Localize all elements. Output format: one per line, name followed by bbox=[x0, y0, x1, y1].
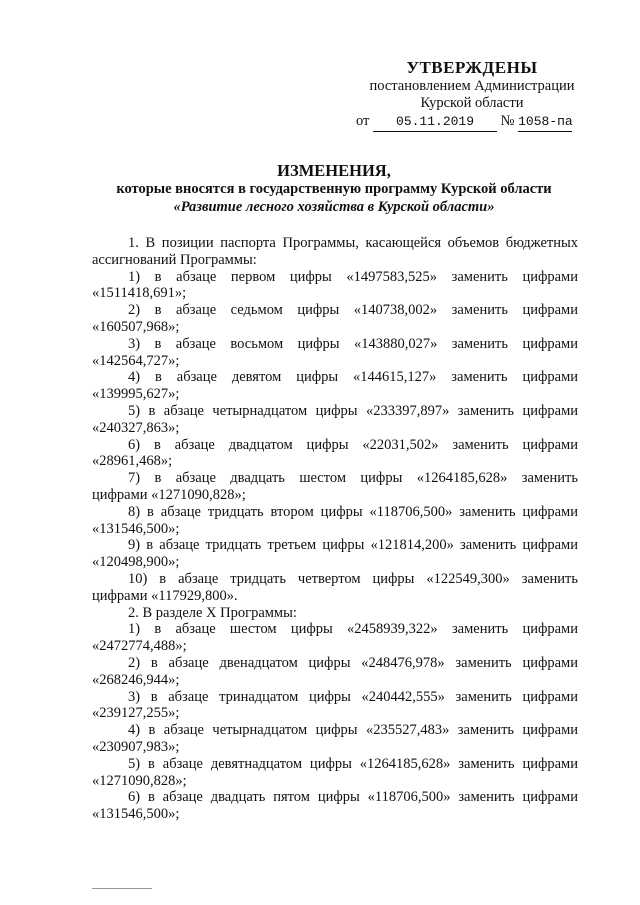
list-item-first-line: 4) в абзаце девятом цифры «144615,127» заменить цифрами bbox=[128, 369, 578, 386]
list-item-continuation: «28961,468»; bbox=[92, 453, 173, 470]
list-item-continuation: «139995,627»; bbox=[92, 386, 180, 403]
list-item-continuation: «2472774,488»; bbox=[92, 638, 187, 655]
list-item-continuation: цифрами «117929,800». bbox=[92, 587, 238, 604]
list-item-continuation: «120498,900»; bbox=[92, 554, 180, 571]
list-item-continuation: «131546,500»; bbox=[92, 520, 180, 537]
list-item bbox=[92, 571, 578, 605]
section-2-items bbox=[92, 621, 578, 823]
list-item-first-line: 9) в абзаце тридцать третьем цифры «121814,200» заменить цифрами bbox=[128, 537, 578, 554]
list-item bbox=[92, 756, 578, 790]
list-item-first-line: 6) в абзаце двадцать пятом цифры «118706,500» заменить цифрами bbox=[128, 789, 578, 806]
from-label: от bbox=[356, 113, 370, 129]
approval-stamp bbox=[352, 58, 592, 132]
list-item-first-line: 6) в абзаце двадцатом цифры «22031,502» заменить цифрами bbox=[128, 436, 578, 453]
list-item-continuation: «240327,863»; bbox=[92, 419, 180, 436]
section-2-intro: 2. В разделе X Программы: bbox=[128, 604, 297, 621]
list-item bbox=[92, 369, 578, 403]
list-item bbox=[92, 269, 578, 303]
approval-heading: УТВЕРЖДЕНЫ bbox=[406, 58, 538, 77]
list-item bbox=[92, 302, 578, 336]
list-item bbox=[92, 789, 578, 823]
list-item bbox=[92, 336, 578, 370]
list-item-first-line: 1) в абзаце первом цифры «1497583,525» заменить цифрами bbox=[128, 268, 578, 285]
list-item-continuation: «131546,500»; bbox=[92, 806, 180, 823]
list-item-continuation: «160507,968»; bbox=[92, 318, 180, 335]
list-item bbox=[92, 437, 578, 471]
list-item-continuation: «1271090,828»; bbox=[92, 772, 187, 789]
list-item bbox=[92, 537, 578, 571]
list-item bbox=[92, 403, 578, 437]
list-item-first-line: 2) в абзаце двенадцатом цифры «248476,978» заменить цифрами bbox=[128, 654, 578, 671]
approval-date: 05.11.2019 bbox=[373, 113, 497, 132]
approval-line-2: Курской области bbox=[420, 95, 524, 111]
document-body bbox=[92, 235, 578, 823]
approval-date-line bbox=[352, 112, 592, 132]
document-title bbox=[60, 161, 608, 216]
approval-line-1: постановлением Администрации bbox=[369, 78, 575, 94]
list-item-first-line: 3) в абзаце тринадцатом цифры «240442,555» заменить цифрами bbox=[128, 688, 578, 705]
list-item-continuation: «142564,727»; bbox=[92, 352, 180, 369]
section-1-intro: 1. В позиции паспорта Программы, касающейся объемов бюджетных ассигнований Программы: bbox=[92, 235, 578, 268]
list-item-continuation: «230907,983»; bbox=[92, 738, 180, 755]
list-item bbox=[92, 470, 578, 504]
footer-divider bbox=[92, 888, 152, 889]
list-item-first-line: 5) в абзаце четырнадцатом цифры «233397,897» заменить цифрами bbox=[128, 402, 578, 419]
list-item-continuation: «239127,255»; bbox=[92, 705, 180, 722]
list-item-first-line: 7) в абзаце двадцать шестом цифры «1264185,628» заменить bbox=[128, 470, 578, 487]
list-item-first-line: 1) в абзаце шестом цифры «2458939,322» заменить цифрами bbox=[128, 621, 578, 638]
list-item bbox=[92, 689, 578, 723]
number-label: № bbox=[500, 113, 515, 129]
list-item bbox=[92, 504, 578, 538]
list-item bbox=[92, 722, 578, 756]
list-item-first-line: 3) в абзаце восьмом цифры «143880,027» заменить цифрами bbox=[128, 335, 578, 352]
approval-number: 1058-па bbox=[518, 113, 572, 132]
list-item-first-line: 4) в абзаце четырнадцатом цифры «235527,483» заменить цифрами bbox=[128, 722, 578, 739]
list-item bbox=[92, 621, 578, 655]
list-item-continuation: цифрами «1271090,828»; bbox=[92, 486, 246, 503]
list-item-continuation: «1511418,691»; bbox=[92, 285, 187, 302]
list-item bbox=[92, 655, 578, 689]
list-item-first-line: 2) в абзаце седьмом цифры «140738,002» заменить цифрами bbox=[128, 302, 578, 319]
list-item-first-line: 5) в абзаце девятнадцатом цифры «1264185,628» заменить цифрами bbox=[128, 755, 578, 772]
list-item-first-line: 8) в абзаце тридцать втором цифры «118706,500» заменить цифрами bbox=[128, 503, 578, 520]
list-item-first-line: 10) в абзаце тридцать четвертом цифры «122549,300» заменить bbox=[128, 570, 578, 587]
title-line-1: ИЗМЕНЕНИЯ, bbox=[277, 161, 391, 180]
title-line-2: которые вносятся в государственную программу Курской области bbox=[116, 181, 552, 197]
list-item-continuation: «268246,944»; bbox=[92, 671, 180, 688]
title-line-3: «Развитие лесного хозяйства в Курской области» bbox=[173, 199, 495, 215]
section-1-items bbox=[92, 269, 578, 605]
